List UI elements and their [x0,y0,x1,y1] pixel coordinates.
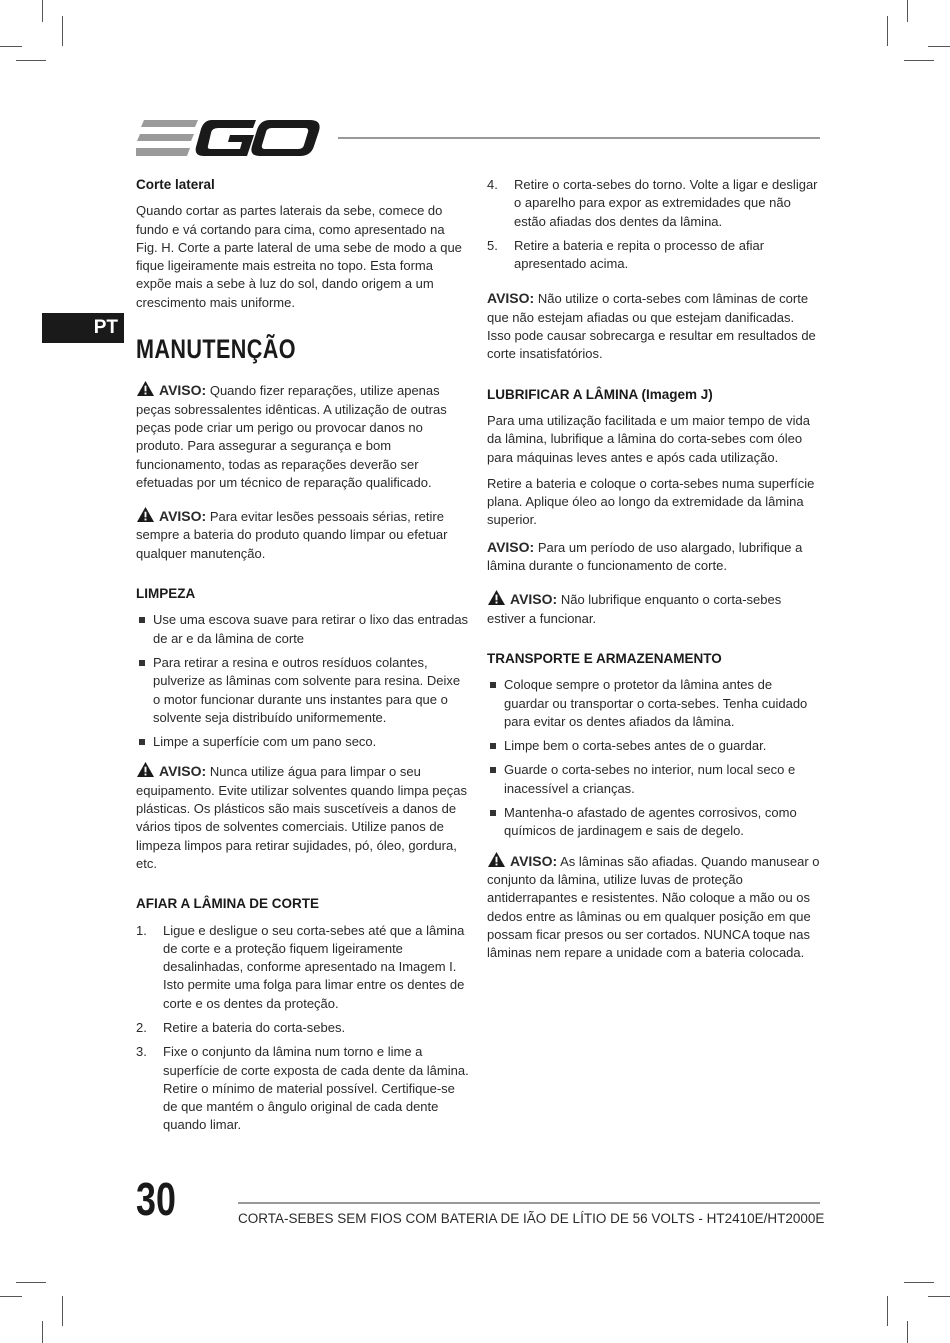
crop-mark [928,46,950,47]
step-number: 2. [136,1019,147,1035]
warning-icon [136,506,155,523]
warning-block [136,380,469,492]
warning-block [136,761,469,873]
warning-text: As lâminas são afiadas. Quando manusear o conjunto da lâmina, utilize luvas de proteção antiderrapantes e resistentes. Não coloque a mão ou os dedos entre as lâminas ou em qualquer posição em que possam ficar presos ou ser cortados. NUNCA toque nas lâminas nem repare a unidade com a bateria colocada. [487,853,820,961]
cleaning-list [136,611,469,751]
warning-block [136,506,469,563]
warning-block [487,589,820,628]
crop-mark [904,1282,934,1283]
warning-text: Nunca utilize água para limpar o seu equipamento. Evite utilizar solventes quando limpa peças plásticas. Os plásticos são mais suscetíveis a danos de vários tipos de solventes comerciais. Utilize panos de limpeza limpos para retirar sujidades, pó, óleo, gordura, etc. [136,764,467,871]
list-item: Para retirar a resina e outros resíduos colantes, pulverize as lâminas com solvente para resina. Deixe o motor funcionar durante uns instantes para que o solvente seja distribuído uniformemente. [136,654,469,727]
warning-label: AVISO: [159,763,207,780]
crop-mark [16,60,46,61]
sharpen-steps [136,922,469,1135]
lube-text: Retire a bateria e coloque o corta-sebes numa superfície plana. Aplique óleo ao longo da extremidade da lâmina superior. [487,475,815,528]
crop-mark [42,0,43,22]
step-number: 3. [136,1044,147,1060]
step-text: Retire o corta-sebes do torno. Volte a ligar e desligar o aparelho para expor as extremidades que não estão afiadas dos dentes da lâmina. [514,177,818,229]
list-item: Mantenha-o afastado de agentes corrosivos, como químicos de jardinagem e sais de degelo. [487,804,820,841]
crop-mark [0,46,22,47]
list-item: Use uma escova suave para retirar o lixo das entradas de ar e da lâmina de corte [136,611,469,648]
crop-mark [42,1321,43,1343]
language-tab: PT [42,313,124,343]
list-item: Guarde o corta-sebes no interior, num local seco e inacessível a crianças. [487,761,820,798]
crop-mark [887,16,888,46]
warning-text: Para um período de uso alargado, lubrifique a lâmina durante o funcionamento de corte. [487,539,803,574]
crop-mark [62,16,63,46]
warning-icon [136,380,155,397]
crop-mark [904,60,934,61]
cleaning-heading: LIMPEZA [136,586,196,602]
step-number: 1. [136,922,147,938]
step-text: Fixe o conjunto da lâmina num torno e lime a superfície de corte exposta de cada dente da lâmina. Retire o mínimo de material possível. Certifique-se de que mantém o ângulo original de cada dente quando limar. [163,1044,469,1133]
warning-label: AVISO: [487,538,535,555]
list-item: Limpe a superfície com um pano seco. [136,733,469,751]
warning-text: Não lubrifique enquanto o corta-sebes estiver a funcionar. [487,592,782,626]
step-text: Retire a bateria e repita o processo de afiar apresentado acima. [514,237,765,272]
list-item [136,1019,469,1037]
side-cut-text: Quando cortar as partes laterais da sebe, comece do fundo e vá cortando para cima, como apresentado na Fig. H. Corte a parte lateral de uma sebe de modo a que fique ligeiramente mais estreita no topo. Esta forma expõe mais a sebe à luz do sol, dando origem a um crescimento mais uniforme. [136,203,462,310]
warning-block [487,851,820,963]
crop-mark [16,1282,46,1283]
footer-rule [238,1202,820,1204]
ego-logo [136,118,320,158]
page-number: 30 [136,1173,176,1225]
warning-text: Quando fizer reparações, utilize apenas peças sobressalentes idênticas. A utilização de outras peças pode criar um perigo ou provocar danos no produto. Para assegurar a segurança e bom funcionamento, todas as reparações deverão ser efetuadas por um técnico de reparação qualificado. [136,383,447,490]
side-cut-heading: Corte lateral [136,177,215,192]
warning-label: AVISO: [487,290,535,307]
crop-mark [928,1296,950,1297]
list-item: Limpe bem o corta-sebes antes de o guardar. [487,737,820,755]
list-item [487,176,820,231]
warning-icon [487,589,506,606]
sharpen-steps-continued [487,176,820,273]
crop-mark [907,1321,908,1343]
crop-mark [887,1296,888,1326]
notice-block [487,289,820,363]
warning-label: AVISO: [510,591,558,608]
crop-mark [907,0,908,22]
lube-text: Para uma utilização facilitada e um maior tempo de vida da lâmina, lubrifique a lâmina do corta-sebes com óleo para máquinas leves antes e após cada utilização. [487,412,810,465]
step-number: 5. [487,237,498,253]
lube-heading: LUBRIFICAR A LÂMINA (Imagem J) [487,386,713,402]
list-item [136,1043,469,1134]
warning-label: AVISO: [510,852,558,869]
warning-icon [487,851,506,868]
list-item [136,922,469,1013]
warning-text: Para evitar lesões pessoais sérias, retire sempre a bateria do produto quando limpar ou efetuar qualquer manutenção. [136,509,448,561]
transport-list [487,676,820,840]
warning-label: AVISO: [159,508,207,525]
footer-text: CORTA-SEBES SEM FIOS COM BATERIA DE IÃO DE LÍTIO DE 56 VOLTS - HT2410E/HT2000E [238,1211,825,1226]
list-item [487,237,820,274]
list-item: Coloque sempre o protetor da lâmina antes de guardar ou transportar o corta-sebes. Tenha cuidado para evitar os dentes afiados da lâmina. [487,676,820,731]
header-rule [338,137,820,139]
step-text: Retire a bateria do corta-sebes. [163,1019,346,1035]
warning-icon [136,761,155,778]
sharpen-heading: AFIAR A LÂMINA DE CORTE [136,896,319,912]
left-column [136,176,469,1145]
right-column [487,176,820,976]
warning-text: Não utilize o corta-sebes com lâminas de corte que não estejam afiadas ou que estejam danificadas. Isso pode causar sobrecarga e resultar em resultados de corte insatisfatórios. [487,291,816,362]
step-number: 4. [487,177,498,192]
crop-mark [0,1296,22,1297]
crop-mark [62,1296,63,1326]
section-title: MANUTENÇÃO [136,334,296,365]
transport-heading: TRANSPORTE E ARMAZENAMENTO [487,650,722,666]
step-text: Ligue e desligue o seu corta-sebes até que a lâmina de corte e a proteção fiquem ligeiramente desalinhadas, conforme apresentado na Imagem I. Isto permite uma folga para limar entre os dentes de corte e os dentes da proteção. [163,922,465,1011]
warning-label: AVISO: [159,382,207,399]
notice-block [487,538,820,576]
